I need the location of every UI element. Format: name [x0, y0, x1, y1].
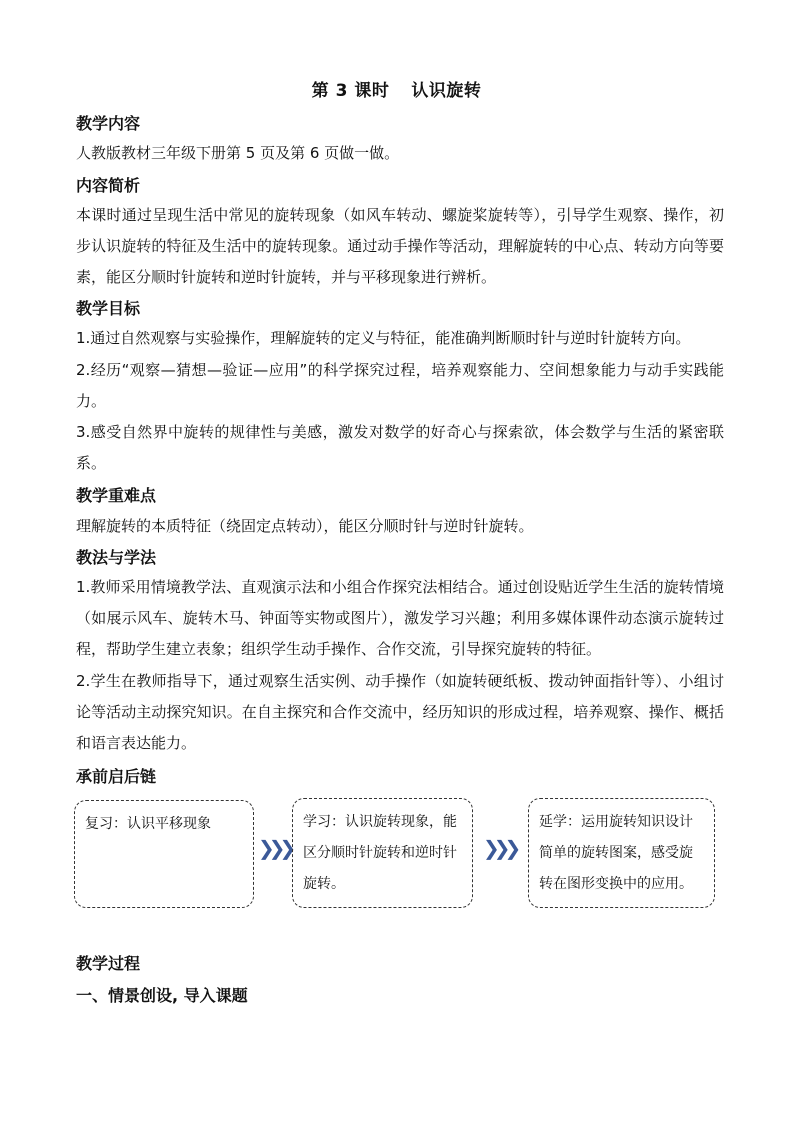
heading-key-points: 教学重难点: [76, 486, 157, 505]
method-item-1: 1.教师采用情境教学法、直观演示法和小组合作探究法相结合。通过创设贴近学生生活的旋转情境（如展示风车、旋转木马、钟面等实物或图片），激发学习兴趣；利用多媒体课件动态演示旋转过程，帮助学生建立表象；组织学生动手操作、合作交流，引导探究旋转的特征。: [76, 578, 724, 658]
heading-process: 教学过程: [76, 954, 141, 973]
method-item-2: 2.学生在教师指导下，通过观察生活实例、动手操作（如旋转硬纸板、拨动钟面指针等）、小组讨论等活动主动探究知识。在自主探究和合作交流中，经历知识的形成过程，培养观察、操作、概括和语言表达能力。: [76, 672, 724, 752]
goal-item-3: 3.感受自然界中旋转的规律性与美感，激发对数学的好奇心与探索欲，体会数学与生活的紧密联系。: [76, 423, 724, 472]
key-points-text: 理解旋转的本质特征（绕固定点转动），能区分顺时针与逆时针旋转。: [76, 517, 534, 535]
chain-box-learn: 学习：认识旋转现象，能区分顺时针旋转和逆时针旋转。: [292, 798, 473, 908]
lesson-number: 第 3 课时: [311, 81, 390, 101]
chain-box-extend: 延学：运用旋转知识设计简单的旋转图案，感受旋转在图形变换中的应用。: [528, 798, 715, 908]
page-title: [0, 76, 793, 101]
chevron-right-icon: ❯❯❯: [258, 836, 291, 860]
heading-content: 教学内容: [76, 114, 141, 133]
heading-goals: 教学目标: [76, 299, 141, 318]
process-step-1: 一、情景创设, 导入课题: [76, 986, 248, 1005]
analysis-text: 本课时通过呈现生活中常见的旋转现象（如风车转动、螺旋桨旋转等），引导学生观察、操作，初步认识旋转的特征及生活中的旋转现象。通过动手操作等活动，理解旋转的中心点、转动方向等要素，能区分顺时针旋转和逆时针旋转，并与平移现象进行辨析。: [76, 206, 724, 286]
heading-analysis: 内容简析: [76, 176, 141, 195]
goal-item-1: 1.通过自然观察与实验操作，理解旋转的定义与特征，能准确判断顺时针与逆时针旋转方向。: [76, 329, 691, 347]
heading-chain: 承前启后链: [76, 767, 157, 786]
lesson-name: 认识旋转: [411, 81, 482, 101]
content-text: 人教版教材三年级下册第 5 页及第 6 页做一做。: [76, 144, 400, 162]
chain-box-review: 复习：认识平移现象: [74, 800, 254, 908]
chevron-right-icon-2: ❯❯❯: [483, 836, 516, 860]
goal-item-2: 2.经历“观察—猜想—验证—应用”的科学探究过程，培养观察能力、空间想象能力与动手实践能力。: [76, 361, 724, 410]
heading-methods: 教法与学法: [76, 548, 157, 567]
